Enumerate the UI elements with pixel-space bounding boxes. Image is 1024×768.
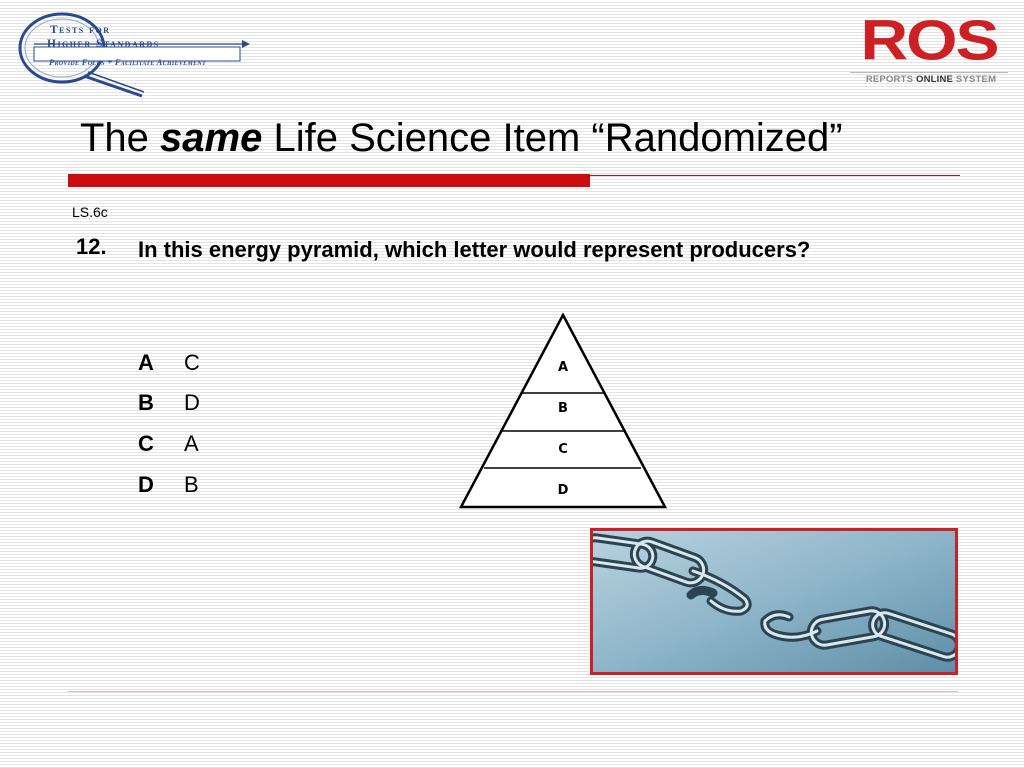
answer-letter: A (138, 350, 154, 375)
answer-letter: B (138, 390, 154, 415)
answer-option-b (138, 388, 200, 418)
answer-letter: D (138, 472, 154, 497)
ros-sub-bold: ONLINE (915, 74, 954, 85)
answer-option-d (138, 470, 199, 500)
ros-divider (850, 72, 1008, 73)
title-pre: The (80, 116, 161, 160)
answer-value: B (184, 472, 199, 497)
title-underline-line (590, 175, 960, 176)
ros-subtitle (852, 74, 1010, 85)
energy-pyramid (458, 312, 668, 510)
answer-option-a (138, 348, 200, 378)
footer-rule (68, 691, 958, 692)
ros-sub-prefix: REPORTS (865, 74, 916, 85)
answer-value: A (184, 431, 199, 456)
question-text: In this energy pyramid, which letter would represent producers? (138, 237, 811, 262)
answer-letter: C (138, 431, 154, 456)
magnifier-icon (14, 8, 254, 100)
thsa-logo (14, 8, 254, 100)
title-emphasis: same (160, 116, 263, 160)
ros-sub-suffix: SYSTEM (953, 74, 997, 85)
ros-brand: ROS (860, 8, 998, 72)
pyramid-level-label: C (558, 442, 568, 457)
standard-code: LS.6c (72, 204, 108, 220)
answer-option-c (138, 429, 199, 459)
ros-logo (850, 8, 1010, 94)
pyramid-level-label: D (557, 483, 569, 498)
answer-value: D (184, 390, 200, 415)
title-post: Life Science Item “Randomized” (262, 116, 843, 160)
thsa-line1: Tests for (50, 24, 111, 36)
title-underline-bar (68, 174, 590, 187)
thsa-tagline: Provide Focus + Facilitate Achievement (49, 57, 206, 67)
pyramid-level-label: B (558, 401, 568, 416)
pyramid-level-label: A (557, 360, 569, 375)
thsa-line2: Higher Standards (47, 38, 160, 50)
chain-icon (593, 531, 955, 672)
answer-value: C (184, 350, 200, 375)
broken-chain-image (590, 528, 958, 675)
slide-title (80, 112, 843, 164)
question-number: 12. (76, 234, 107, 259)
